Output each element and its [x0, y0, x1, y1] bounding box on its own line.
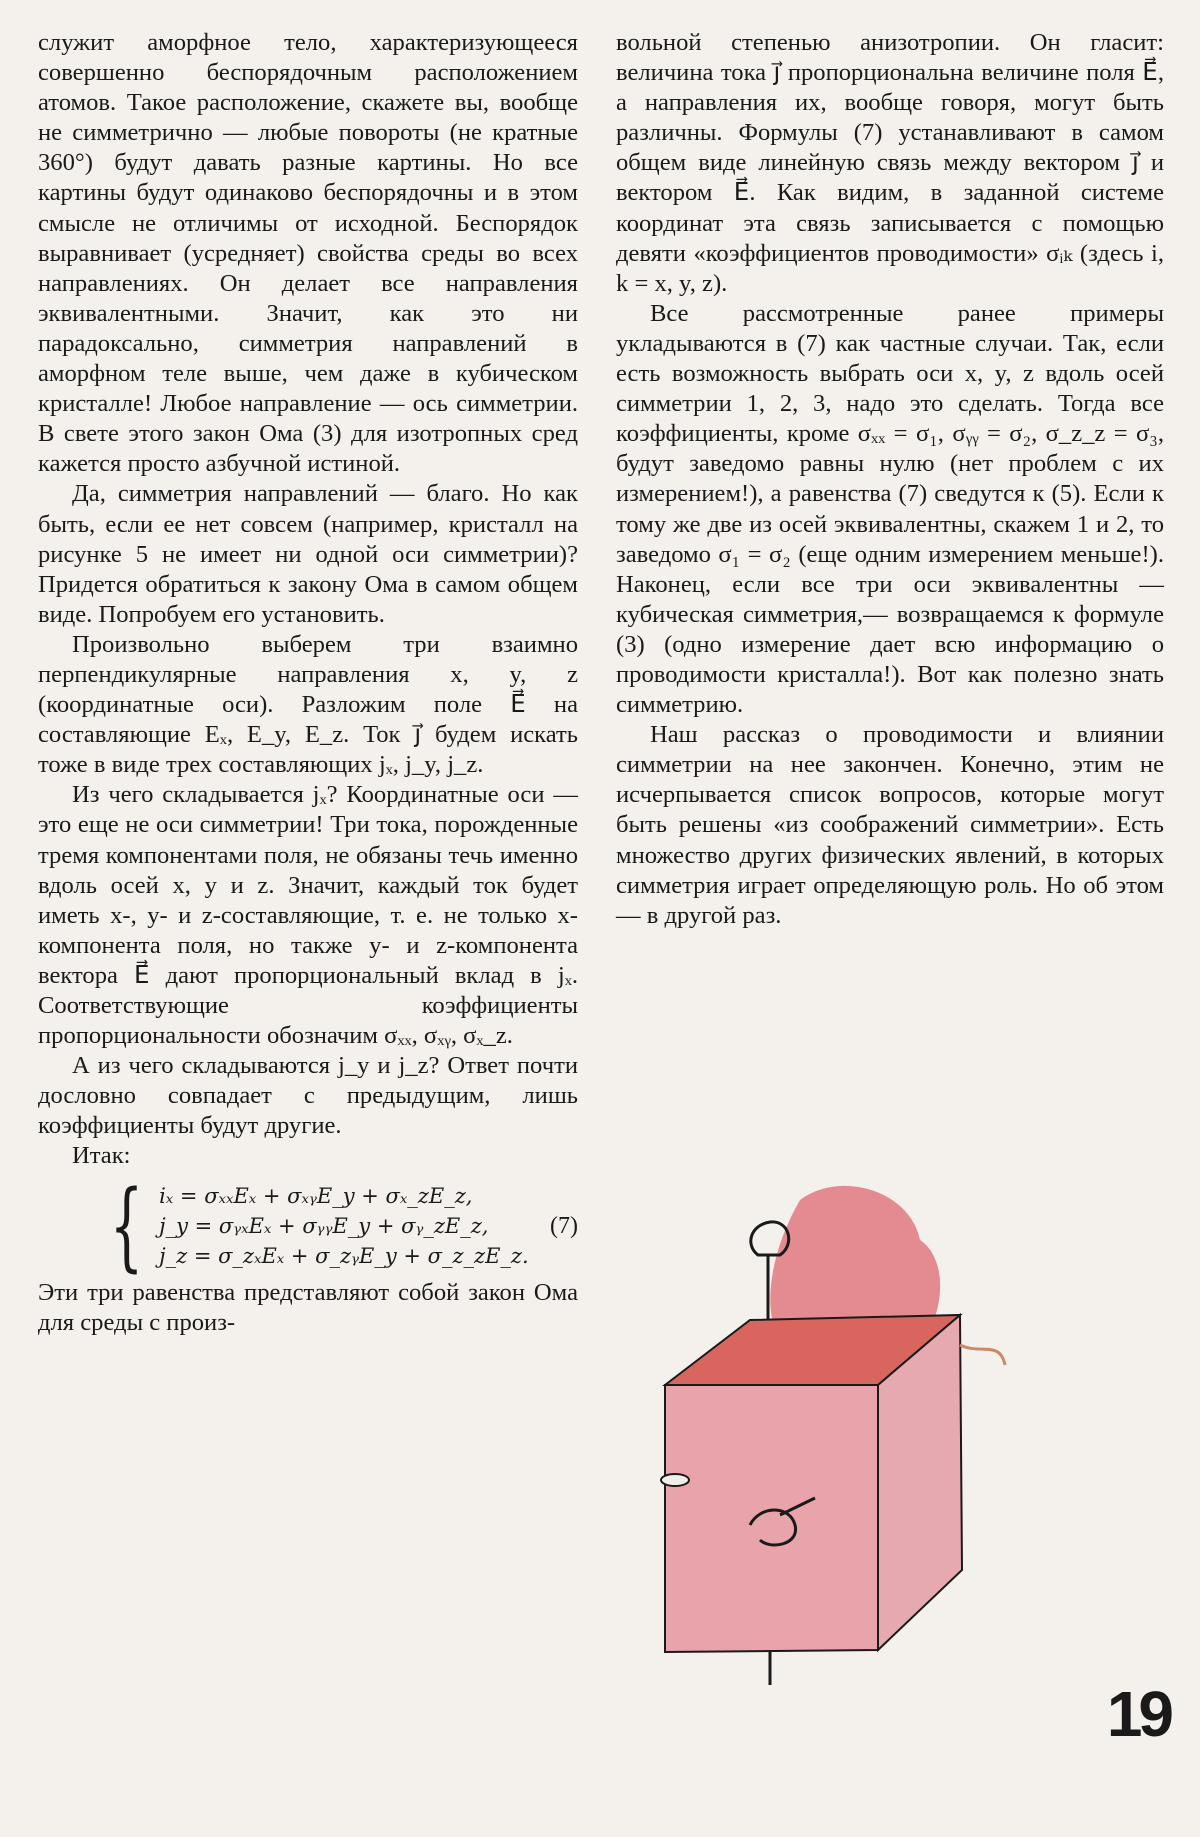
paragraph: Наш рассказ о проводимости и влиянии симметрии на нее закончен. Конечно, этим не исчерпывается список вопросов, которые могут быть решены «из соображений симметрии». Есть множество других физических явлений, в которых симметрия играет определяющую роль. Но об этом — в другой раз.	[616, 721, 1164, 929]
paragraph: Эти три равенства представляют собой закон Ома для среды с произ-	[38, 1278, 578, 1336]
paragraph: служит аморфное тело, характеризующееся совершенно беспорядочным расположением атомов. Такое расположение, скажете вы, вообще не симметрично — любые повороты (не кратные 360°) будут давать разные картины. Но все картины будут одинаково беспорядочны и в этом смысле не отличимы от исходной. Беспорядок выравнивает (усредняет) свойства среды во всех направлениях. Он делает все направления эквивалентными. Значит, как это ни парадоксально, симметрия направлений в аморфном теле выше, чем даже в кубическом кристалле! Любое направление — ось симметрии. В свете этого закон Ома (3) для изотропных сред кажется просто азбучной истиной.	[38, 29, 578, 478]
text-column-right	[616, 28, 1164, 931]
tail	[960, 1345, 1005, 1365]
equation-system	[38, 1169, 578, 1282]
page-number: 19	[1106, 1678, 1170, 1750]
brace: {	[109, 1169, 144, 1282]
equation-line: j_y = σᵧₓEₓ + σᵧᵧE_y + σᵧ_zE_z,	[159, 1213, 489, 1238]
cube-illustration	[650, 1180, 1110, 1700]
paragraph: Из чего складывается jₓ? Координатные оси — это еще не оси симметрии! Три тока, порожденные тремя компонентами поля, не обязаны течь именно вдоль осей x, y и z. Значит, каждый ток будет иметь x-, y- и z-составляющие, т. е. не только x-компонента поля, но также y- и z-компонента вектора E⃗ дают пропорциональный вклад в jₓ. Соответствующие коэффициенты пропорциональности обозначим σₓₓ, σₓᵧ, σₓ_z.	[38, 781, 578, 1050]
cube-front	[665, 1385, 878, 1652]
paragraph: вольной степенью анизотропии. Он гласит: величина тока j⃗ пропорциональна величине поля E⃗, а направления их, вообще говоря, могут быть различны. Формулы (7) устанавливают в самом общем виде линейную связь между вектором j⃗ и вектором E⃗. Как видим, в заданной системе координат эта связь записывается с помощью девяти «коэффициентов проводимости» σᵢₖ (здесь i, k = x, y, z).	[616, 29, 1164, 297]
equation-number: (7)	[550, 1212, 578, 1239]
equation-line: iₓ = σₓₓEₓ + σₓᵧE_y + σₓ_zE_z,	[159, 1183, 473, 1208]
text-column-left	[38, 28, 578, 1338]
equation-line: j_z = σ_zₓEₓ + σ_zᵧE_y + σ_z_zE_z.	[159, 1243, 529, 1268]
paragraph: Все рассмотренные ранее примеры укладываются в (7) как частные случаи. Так, если есть возможность выбрать оси x, y, z вдоль осей симметрии 1, 2, 3, надо это сделать. Тогда все коэффициенты, кроме σₓₓ = σ₁, σᵧᵧ = σ₂, σ_z_z = σ₃, будут заведомо равны нулю (нет проблем с их измерением!), а равенства (7) сведутся к (5). Если к тому же две из осей эквивалентны, скажем 1 и 2, то заведомо σ₁ = σ₂ (еще одним измерением меньше!). Наконец, если все три оси эквивалентны — кубическая симметрия,— возвращаемся к формуле (3) (одно измерение дает всю информацию о проводимости кристалла!). Вот как полезно знать симметрию.	[616, 299, 1164, 719]
paragraph: Произвольно выберем три взаимно перпендикулярные направления x, y, z (координатные оси). Разложим поле E⃗ на составляющие Eₓ, E_y, E_z. Ток j⃗ будем искать тоже в виде трех составляющих jₓ, j_y, j_z.	[38, 630, 578, 779]
paragraph: А из чего складываются j_y и j_z? Ответ почти дословно совпадает с предыдущим, лишь коэффициенты будут другие.	[38, 1052, 578, 1140]
paragraph: Итак:	[72, 1142, 131, 1170]
equation-lines	[159, 1181, 529, 1271]
dish-icon	[661, 1474, 689, 1486]
paragraph: Да, симметрия направлений — благо. Но как быть, если ее нет совсем (например, кристалл на рисунке 5 не имеет ни одной оси симметрии)? Придется обратиться к закону Ома в самом общем виде. Попробуем его установить.	[38, 480, 578, 628]
